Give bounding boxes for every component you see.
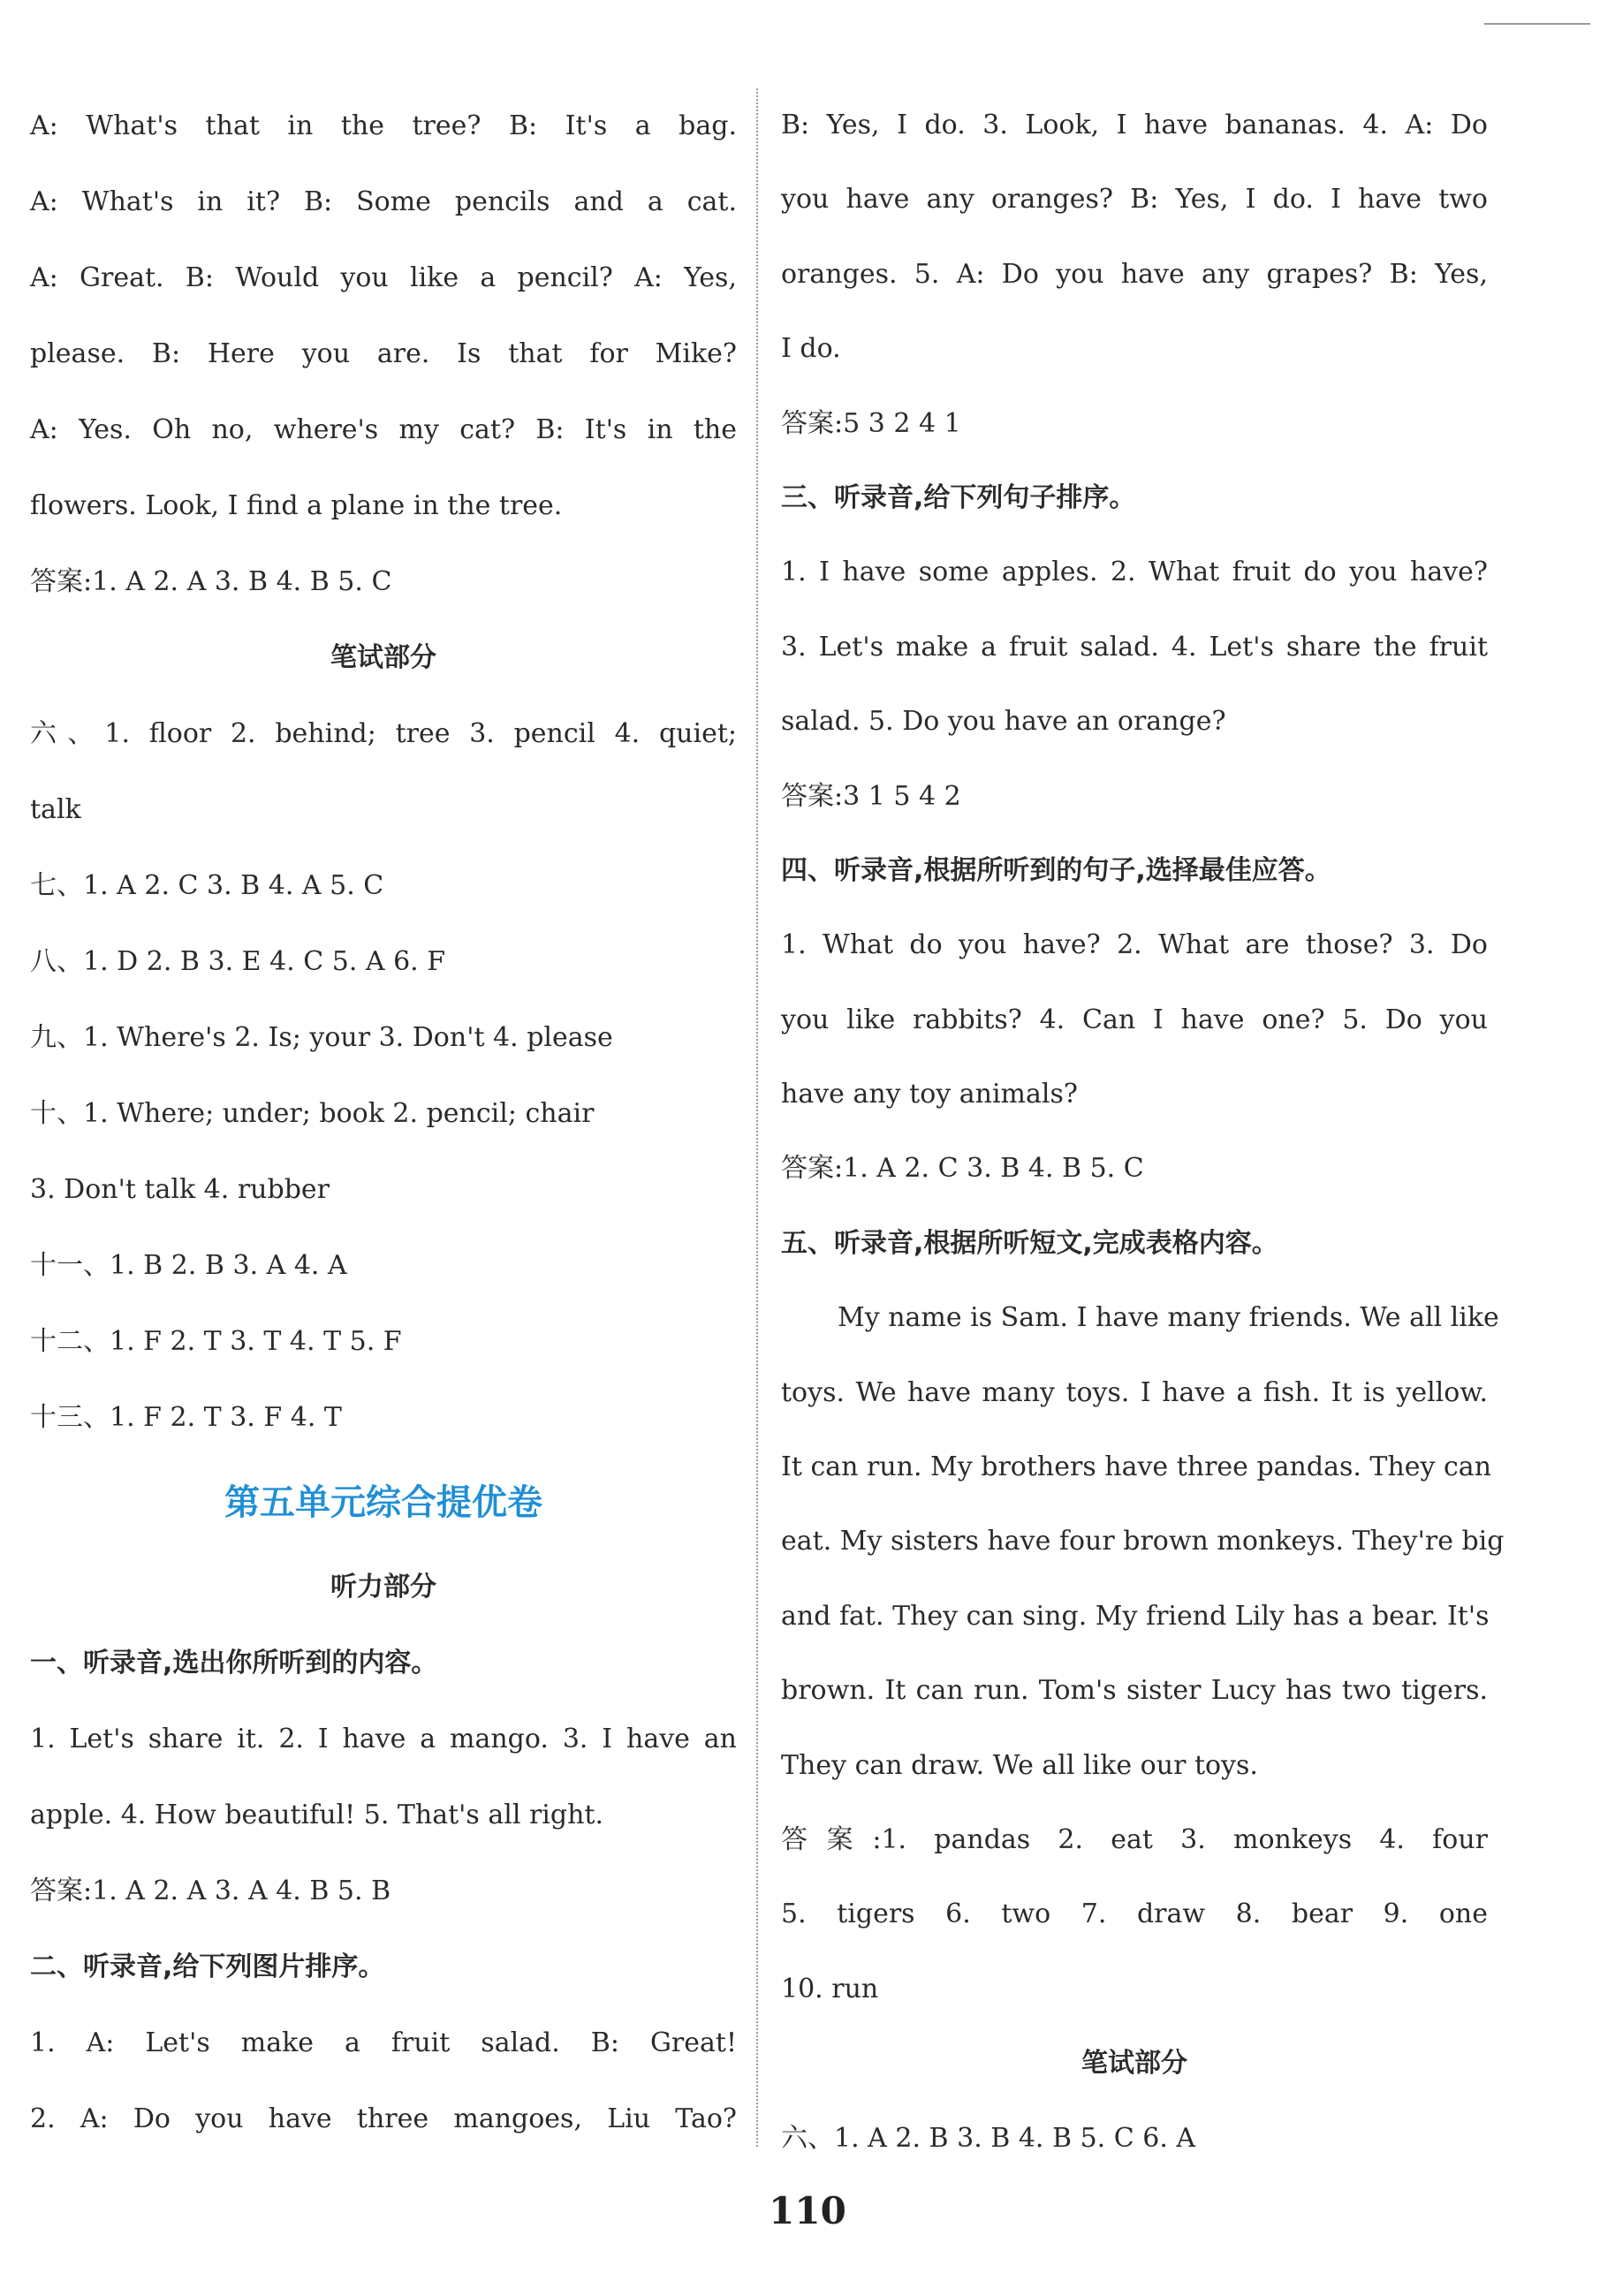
passage-line: It can run. My brothers have three pandas. They can [781,1451,1492,1483]
answer-line: 5. tigers 6. two 7. draw 8. bear 9. one [781,1898,1488,1930]
section-heading-listening: 听力部分 [330,1572,436,1603]
dialogue-line: A: What's that in the tree? B: It's a bag. [30,110,737,141]
answer-line: 答案:1. A 2. A 3. A 4. B 5. B [30,1875,391,1906]
answer-line: 3. Don't talk 4. rubber [30,1174,330,1205]
answer-line: 十一、1. B 2. B 3. A 4. A [30,1250,347,1281]
column-divider [756,88,758,2147]
answer-line: 九、1. Where's 2. Is; your 3. Don't 4. please [30,1022,613,1053]
passage-line: eat. My sisters have four brown monkeys. They're big [781,1526,1505,1557]
passage-line: and fat. They can sing. My friend Lily has a bear. It's [781,1600,1490,1632]
passage-line: brown. It can run. Tom's sister Lucy has two tigers. [781,1675,1488,1707]
answer-line: 十二、1. F 2. T 3. T 4. T 5. F [30,1326,402,1357]
script-line: you like rabbits? 4. Can I have one? 5. Do you [781,1004,1488,1035]
question-heading: 三、听录音,给下列句子排序。 [781,481,1136,513]
top-rule [1484,23,1590,25]
dialogue-line: flowers. Look, I find a plane in the tree. [30,490,563,521]
answer-line: 10. run [781,1973,879,2004]
answer-line: 六、1. A 2. B 3. B 4. B 5. C 6. A [781,2122,1196,2154]
answer-line: 答案:1. pandas 2. eat 3. monkeys 4. four [781,1823,1488,1855]
passage-line: toys. We have many toys. I have a fish. It is yellow. [781,1376,1488,1408]
script-line: 1. What do you have? 2. What are those? 3. Do [781,929,1488,961]
script-line: 1. I have some apples. 2. What fruit do you have? [781,557,1488,588]
question-heading: 四、听录音,根据所听到的句子,选择最佳应答。 [781,854,1331,886]
script-line: salad. 5. Do you have an orange? [781,706,1226,738]
question-heading: 一、听录音,选出你所听到的内容。 [30,1648,438,1678]
script-line: 3. Let's make a fruit salad. 4. Let's share the fruit [781,631,1488,663]
answer-line: 八、1. D 2. B 3. E 4. C 5. A 6. F [30,946,446,977]
passage-line: My name is Sam. I have many friends. We all like [838,1302,1499,1334]
answer-line: 七、1. A 2. C 3. B 4. A 5. C [30,870,384,901]
question-heading: 五、听录音,根据所听短文,完成表格内容。 [781,1227,1278,1259]
answer-line: 答案:5 3 2 4 1 [781,407,961,439]
script-line: 2. A: Do you have three mangoes, Liu Tao? [30,2103,737,2134]
script-line: you have any oranges? B: Yes, I do. I have two [781,184,1488,216]
script-line: B: Yes, I do. 3. Look, I have bananas. 4. A: Do [781,110,1488,140]
script-line: 1. Let's share it. 2. I have a mango. 3. I have an [30,1724,737,1754]
section-heading-written: 笔试部分 [330,642,436,673]
script-line: oranges. 5. A: Do you have any grapes? B: Yes, [781,258,1488,290]
dialogue-line: A: Great. B: Would you like a pencil? A: Yes, [30,262,737,293]
answer-line: 答案:1. A 2. A 3. B 4. B 5. C [30,566,392,597]
answer-line: 答案:1. A 2. C 3. B 4. B 5. C [781,1153,1144,1185]
unit-title: 第五单元综合提优卷 [224,1482,542,1523]
script-line: have any toy animals? [781,1079,1078,1110]
section-heading-written: 笔试部分 [1081,2048,1187,2080]
question-heading: 二、听录音,给下列图片排序。 [30,1951,385,1982]
answer-line: 答案:3 1 5 4 2 [781,780,961,812]
dialogue-line: A: Yes. Oh no, where's my cat? B: It's in the [30,414,737,445]
page-number: 110 [769,2189,846,2232]
left-column [30,88,737,2157]
script-line: apple. 4. How beautiful! 5. That's all right. [30,1800,604,1830]
answer-line: 六、1. floor 2. behind; tree 3. pencil 4. quiet; [30,718,737,749]
answer-line: 十、1. Where; under; book 2. pencil; chair [30,1098,595,1129]
script-line: 1. A: Let's make a fruit salad. B: Great! [30,2027,737,2058]
answer-line: talk [30,794,81,825]
answer-line: 十三、1. F 2. T 3. F 4. T [30,1402,342,1433]
right-column [781,88,1505,2176]
dialogue-line: please. B: Here you are. Is that for Mike? [30,338,737,369]
script-line: I do. [781,333,841,365]
dialogue-line: A: What's in it? B: Some pencils and a cat. [30,186,737,217]
passage-line: They can draw. We all like our toys. [781,1749,1258,1781]
